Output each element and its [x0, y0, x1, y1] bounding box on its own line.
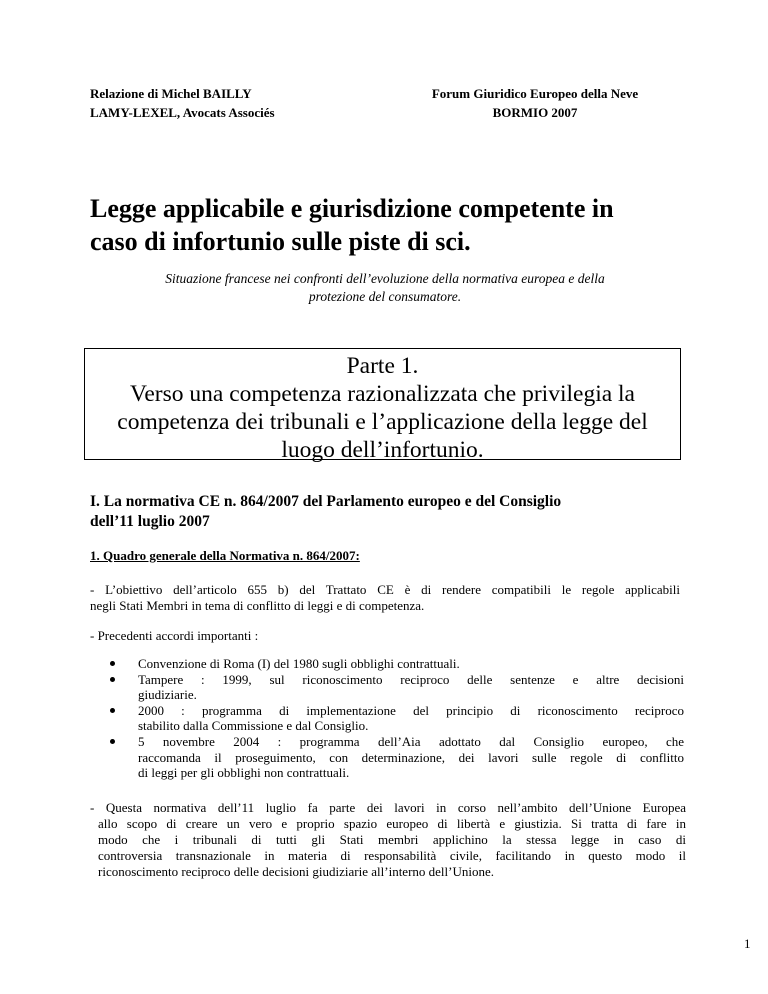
header-event-place: BORMIO 2007: [492, 105, 578, 120]
list-item: [104, 734, 684, 781]
bullet-icon: [110, 661, 115, 666]
section-heading-line-2: dell’11 luglio 2007: [90, 513, 210, 530]
part-title-line-2: competenza dei tribunali e l’applicazione della legge del: [117, 409, 648, 435]
paragraph-regulation-line: modo che i tribunali di tutti gli Stati membri applichino la stessa legge in caso di: [98, 832, 686, 847]
document-title: [90, 192, 690, 258]
title-line-1: Legge applicabile e giurisdizione competente in: [90, 194, 614, 223]
list-item: [104, 656, 684, 672]
section-heading: [90, 492, 561, 532]
part-heading-box: [84, 348, 681, 463]
part-label: Parte 1.: [346, 353, 419, 379]
paragraph-regulation-line: allo scopo di creare un vero e proprio spazio europeo di libertà e giustizia. Si tratta di fare in: [98, 816, 686, 831]
paragraph-objective: [90, 582, 680, 614]
paragraph-regulation-line: riconoscimento reciproco delle decisioni giudiziarie all’interno dell’Unione.: [98, 864, 494, 879]
list-item-line: raccomanda il proseguimento, con determinazione, dei lavori sulle regole di conflitto: [138, 749, 684, 765]
paragraph-regulation-line: - Questa normativa dell’11 luglio fa parte dei lavori in corso nell’ambito dell’Unione Europea: [90, 800, 686, 815]
header-author-firm: LAMY-LEXEL, Avocats Associés: [90, 105, 275, 120]
bullet-icon: [110, 739, 115, 744]
paragraph-agreements-intro: [90, 628, 680, 644]
bullet-icon: [110, 708, 115, 713]
list-item: [104, 703, 684, 734]
subsection-heading: 1. Quadro generale della Normativa n. 864/2007:: [90, 548, 360, 563]
bullet-icon: [110, 677, 115, 682]
paragraph-regulation-line: controversia transnazionale in materia di responsabilità civile, facilitando in questo modo il: [98, 848, 686, 863]
section-heading-line-1: I. La normativa CE n. 864/2007 del Parlamento europeo e del Consiglio: [90, 493, 562, 510]
list-item: [104, 672, 684, 703]
page-number: 1: [744, 936, 751, 951]
subtitle-line-1: Situazione francese nei confronti dell’evoluzione della normativa europea e della: [165, 271, 605, 286]
header-author: [90, 84, 275, 122]
part-title-line-1: Verso una competenza razionalizzata che privilegia la: [130, 381, 635, 407]
list-item-line: 2000 : programma di implementazione del principio di riconoscimento reciproco: [138, 702, 684, 718]
agreements-list: [104, 656, 684, 781]
paragraph-regulation: [90, 800, 686, 880]
list-item-line: Convenzione di Roma (I) del 1980 sugli obblighi contrattuali.: [138, 656, 460, 671]
document-subtitle: [90, 270, 680, 306]
list-item-line: 5 novembre 2004 : programma dell’Aia adottato dal Consiglio europeo, che: [138, 733, 684, 749]
part-title-line-3: luogo dell’infortunio.: [281, 437, 484, 463]
header-event: [410, 84, 660, 122]
list-item-line: giudiziarie.: [138, 687, 197, 703]
list-item-line: stabilito dalla Commissione e dal Consiglio.: [138, 718, 369, 734]
paragraph-objective-line-2: negli Stati Membri in tema di conflitto di leggi e di competenza.: [90, 598, 425, 613]
paragraph-agreements-intro-text: - Precedenti accordi importanti :: [90, 628, 259, 643]
header-author-name: Relazione di Michel BAILLY: [90, 86, 252, 101]
list-item-line: di leggi per gli obblighi non contrattuali.: [138, 765, 350, 781]
list-item-line: Tampere : 1999, sul riconoscimento reciproco delle sentenze e altre decisioni: [138, 671, 684, 687]
header-event-name: Forum Giuridico Europeo della Neve: [431, 86, 639, 101]
paragraph-objective-line-1: - L’obiettivo dell’articolo 655 b) del Trattato CE è di rendere compatibili le regole applicabili: [90, 582, 680, 597]
title-line-2: caso di infortunio sulle piste di sci.: [90, 227, 471, 256]
subtitle-line-2: protezione del consumatore.: [308, 289, 462, 304]
